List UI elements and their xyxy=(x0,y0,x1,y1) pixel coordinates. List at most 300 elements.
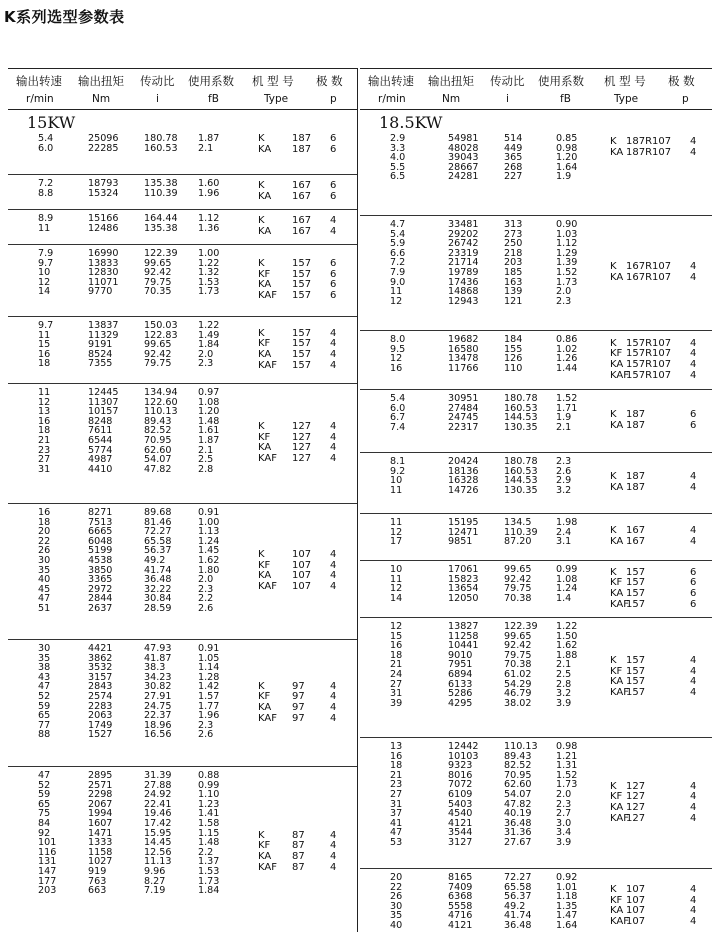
torque-cell: 8248 xyxy=(88,415,113,427)
torque-cell: 11766 xyxy=(448,362,479,374)
table-row xyxy=(8,877,358,887)
ratio-cell: 9.96 xyxy=(144,865,166,877)
column-divider xyxy=(357,68,358,932)
unit-torque: Nm xyxy=(92,93,111,105)
speed-cell: 39 xyxy=(390,697,403,709)
ratio-cell: 18.96 xyxy=(144,719,172,731)
ratio-cell: 81.46 xyxy=(144,516,172,528)
speed-cell: 40 xyxy=(38,574,51,586)
model-size: 127 xyxy=(626,780,646,792)
speed-cell: 11 xyxy=(390,517,403,528)
ratio-cell: 34.23 xyxy=(144,671,172,683)
model-list xyxy=(8,259,358,301)
pole-count: 4 xyxy=(690,655,697,667)
ratio-cell: 160.53 xyxy=(504,402,538,414)
unit-torque: Nm xyxy=(442,93,461,105)
torque-cell: 13478 xyxy=(448,353,479,365)
model-prefix: K xyxy=(610,655,617,667)
pole-count: 4 xyxy=(690,358,697,370)
torque-cell: 15324 xyxy=(88,187,119,199)
torque-cell: 21714 xyxy=(448,257,479,269)
model-prefix: KA xyxy=(610,271,624,283)
ratio-cell: 134.5 xyxy=(504,517,532,528)
ratio-cell: 313 xyxy=(504,219,523,230)
speed-cell: 16 xyxy=(38,507,51,518)
torque-cell: 4716 xyxy=(448,910,473,922)
model-entry xyxy=(8,142,358,156)
model-prefix: K xyxy=(610,566,617,578)
factor-cell: 0.99 xyxy=(198,779,220,791)
unit-type: Type xyxy=(264,93,289,105)
header-ratio: 传动比 xyxy=(490,74,525,88)
model-entry xyxy=(360,788,712,803)
ratio-cell: 15.95 xyxy=(144,827,172,839)
torque-cell: 4410 xyxy=(88,463,113,475)
model-entry xyxy=(8,827,358,842)
model-size: 107 xyxy=(626,905,646,917)
model-list xyxy=(8,550,358,592)
model-size: 107 xyxy=(626,894,646,906)
factor-cell: 2.2 xyxy=(198,846,214,858)
torque-cell: 15195 xyxy=(448,517,479,528)
ratio-cell: 38.3 xyxy=(144,662,166,674)
speed-cell: 6.7 xyxy=(390,412,406,424)
factor-cell: 1.47 xyxy=(556,910,578,922)
factor-cell: 1.37 xyxy=(198,856,220,868)
ratio-cell: 31.39 xyxy=(144,770,172,781)
factor-cell: 2.3 xyxy=(556,456,572,467)
model-entry xyxy=(360,148,712,159)
model-size: 167 xyxy=(626,535,646,547)
model-entry xyxy=(360,917,712,928)
torque-cell: 12486 xyxy=(88,222,119,234)
speed-cell: 43 xyxy=(38,671,51,683)
factor-cell: 0.98 xyxy=(556,142,578,154)
factor-cell: 1.36 xyxy=(198,222,220,234)
ratio-cell: 79.75 xyxy=(504,649,532,661)
torque-cell: 8524 xyxy=(88,348,113,360)
table-row xyxy=(360,622,712,632)
header-ratio: 传动比 xyxy=(140,74,175,88)
ratio-cell: 17.42 xyxy=(144,817,172,829)
speed-cell: 47 xyxy=(38,593,51,605)
model-size: 97 xyxy=(292,691,305,703)
speed-cell: 30 xyxy=(390,900,403,912)
model-entry xyxy=(8,291,358,302)
factor-cell: 1.98 xyxy=(556,517,578,528)
factor-cell: 1.96 xyxy=(198,187,220,199)
torque-cell: 17061 xyxy=(448,564,479,575)
model-size: 167R107 xyxy=(626,271,672,283)
factor-cell: 1.4 xyxy=(556,592,572,604)
pole-count: 4 xyxy=(330,453,337,465)
model-entry xyxy=(360,409,712,424)
table-group xyxy=(360,110,712,216)
ratio-cell: 27.67 xyxy=(504,836,532,848)
ratio-cell: 27.88 xyxy=(144,779,172,791)
table-group xyxy=(360,561,712,618)
model-prefix: KAF xyxy=(258,290,277,302)
ratio-cell: 16.56 xyxy=(144,729,172,741)
pole-count: 4 xyxy=(330,712,337,724)
factor-cell: 1.62 xyxy=(198,554,220,566)
ratio-cell: 28.59 xyxy=(144,602,172,614)
torque-cell: 7409 xyxy=(448,881,473,893)
speed-cell: 47 xyxy=(390,827,403,839)
model-size: 157 xyxy=(292,338,312,350)
model-list xyxy=(360,410,712,431)
factor-cell: 2.9 xyxy=(556,475,572,487)
model-size: 97 xyxy=(292,712,305,724)
speed-cell: 116 xyxy=(38,846,57,858)
model-entry xyxy=(360,803,712,814)
factor-cell: 0.86 xyxy=(556,334,578,345)
ratio-cell: 47.93 xyxy=(144,643,172,654)
torque-cell: 2574 xyxy=(88,690,113,702)
speed-cell: 15 xyxy=(390,630,403,642)
torque-cell: 763 xyxy=(88,875,107,887)
model-list xyxy=(360,472,712,493)
ratio-cell: 92.42 xyxy=(144,348,172,360)
factor-cell: 2.5 xyxy=(556,668,572,680)
ratio-cell: 11.13 xyxy=(144,856,172,868)
torque-cell: 15823 xyxy=(448,573,479,585)
table-group xyxy=(360,216,712,331)
speed-cell: 22 xyxy=(38,535,51,547)
model-list xyxy=(360,568,712,610)
model-size: 157 xyxy=(292,268,312,280)
factor-cell: 1.45 xyxy=(198,545,220,557)
factor-cell: 2.1 xyxy=(556,659,572,671)
torque-cell: 33481 xyxy=(448,219,479,230)
speed-cell: 18 xyxy=(38,516,51,528)
torque-cell: 1527 xyxy=(88,729,113,741)
ratio-cell: 121 xyxy=(504,295,523,307)
torque-cell: 5286 xyxy=(448,688,473,700)
speed-cell: 6.6 xyxy=(390,247,406,259)
table-row xyxy=(360,873,712,883)
speed-cell: 6.5 xyxy=(390,171,406,183)
speed-cell: 27 xyxy=(38,454,51,466)
table-row xyxy=(8,518,358,528)
speed-cell: 7.2 xyxy=(390,257,406,269)
model-size: 107 xyxy=(626,884,646,896)
pole-count: 4 xyxy=(330,421,337,433)
model-prefix: KA xyxy=(610,676,624,688)
ratio-cell: 70.38 xyxy=(504,592,532,604)
ratio-cell: 62.60 xyxy=(504,779,532,791)
factor-cell: 2.8 xyxy=(198,463,214,475)
speed-cell: 59 xyxy=(38,789,51,801)
factor-cell: 3.4 xyxy=(556,827,572,839)
torque-cell: 18136 xyxy=(448,465,479,477)
model-prefix: KA xyxy=(258,143,272,155)
torque-cell: 13654 xyxy=(448,583,479,595)
model-prefix: KF xyxy=(258,338,271,350)
model-entry xyxy=(360,688,712,699)
factor-cell: 1.13 xyxy=(198,526,220,538)
factor-cell: 1.32 xyxy=(198,267,220,279)
speed-cell: 21 xyxy=(390,659,403,671)
factor-cell: 1.20 xyxy=(198,406,220,418)
torque-cell: 12442 xyxy=(448,741,479,752)
speed-cell: 5.4 xyxy=(38,133,54,144)
header-output-speed: 输出转速 xyxy=(368,74,414,88)
header-service-factor: 使用系数 xyxy=(538,74,584,88)
factor-cell: 1.96 xyxy=(198,710,220,722)
ratio-cell: 65.58 xyxy=(504,881,532,893)
table-row xyxy=(360,761,712,771)
pole-count: 6 xyxy=(330,190,337,202)
torque-cell: 12943 xyxy=(448,295,479,307)
torque-cell: 22317 xyxy=(448,421,479,433)
model-prefix: KF xyxy=(610,348,623,360)
ratio-cell: 110.13 xyxy=(504,741,538,752)
torque-cell: 24745 xyxy=(448,412,479,424)
model-size: 157 xyxy=(626,676,646,688)
ratio-cell: 155 xyxy=(504,343,523,355)
factor-cell: 1.05 xyxy=(198,652,220,664)
model-entry xyxy=(360,656,712,667)
speed-cell: 147 xyxy=(38,865,57,877)
factor-cell: 1.12 xyxy=(198,213,220,224)
model-entry xyxy=(8,350,358,361)
factor-cell: 1.62 xyxy=(556,640,578,652)
torque-cell: 8165 xyxy=(448,872,473,883)
model-prefix: KA xyxy=(610,905,624,917)
torque-cell: 7355 xyxy=(88,358,113,370)
torque-cell: 1994 xyxy=(88,808,113,820)
factor-cell: 1.26 xyxy=(556,353,578,365)
model-size: 127 xyxy=(626,791,646,803)
factor-cell: 1.39 xyxy=(556,257,578,269)
ratio-cell: 122.60 xyxy=(144,396,178,408)
model-prefix: KA xyxy=(610,146,624,158)
torque-cell: 30951 xyxy=(448,393,479,404)
torque-cell: 2895 xyxy=(88,770,113,781)
model-prefix: K xyxy=(610,136,617,148)
ratio-cell: 19.46 xyxy=(144,808,172,820)
pole-count: 6 xyxy=(330,180,337,192)
factor-cell: 1.9 xyxy=(556,171,572,183)
torque-cell: 7611 xyxy=(88,425,113,437)
ratio-cell: 56.37 xyxy=(504,891,532,903)
model-entry xyxy=(360,677,712,688)
factor-cell: 1.52 xyxy=(556,266,578,278)
torque-cell: 3532 xyxy=(88,662,113,674)
ratio-cell: 22.41 xyxy=(144,798,172,810)
model-prefix: K xyxy=(258,327,265,339)
speed-cell: 9.0 xyxy=(390,276,406,288)
table-group xyxy=(8,210,358,245)
speed-cell: 23 xyxy=(390,779,403,791)
model-entry xyxy=(360,906,712,917)
torque-cell: 6048 xyxy=(88,535,113,547)
torque-cell: 2067 xyxy=(88,798,113,810)
model-size: 127 xyxy=(292,421,312,433)
torque-cell: 1607 xyxy=(88,817,113,829)
ratio-cell: 30.82 xyxy=(144,681,172,693)
ratio-cell: 47.82 xyxy=(144,463,172,475)
model-prefix: K xyxy=(258,215,265,227)
torque-cell: 4295 xyxy=(448,697,473,709)
speed-cell: 65 xyxy=(38,710,51,722)
pole-count: 4 xyxy=(330,701,337,713)
pole-count: 4 xyxy=(690,348,697,360)
model-prefix: KF xyxy=(610,665,623,677)
table-row xyxy=(8,790,358,800)
factor-cell: 1.22 xyxy=(198,320,220,331)
torque-cell: 8271 xyxy=(88,507,113,518)
factor-cell: 2.6 xyxy=(198,602,214,614)
model-list xyxy=(8,178,358,202)
table-row xyxy=(360,249,712,259)
ratio-cell: 32.22 xyxy=(144,583,172,595)
speed-cell: 18 xyxy=(38,425,51,437)
torque-cell: 19682 xyxy=(448,334,479,345)
factor-cell: 1.02 xyxy=(556,343,578,355)
model-list xyxy=(360,137,712,158)
factor-cell: 2.2 xyxy=(198,593,214,605)
model-size: 87 xyxy=(292,840,305,852)
torque-cell: 19789 xyxy=(448,266,479,278)
model-size: 107 xyxy=(292,570,312,582)
model-entry xyxy=(360,578,712,589)
factor-cell: 1.01 xyxy=(556,881,578,893)
pole-count: 4 xyxy=(690,812,697,824)
speed-cell: 10 xyxy=(390,475,403,487)
factor-cell: 1.9 xyxy=(556,412,572,424)
ratio-cell: 122.39 xyxy=(504,621,538,632)
ratio-cell: 70.38 xyxy=(504,659,532,671)
model-prefix: KA xyxy=(610,801,624,813)
torque-cell: 10441 xyxy=(448,640,479,652)
speed-cell: 203 xyxy=(38,885,57,897)
factor-cell: 2.6 xyxy=(556,465,572,477)
pole-count: 4 xyxy=(690,687,697,699)
torque-cell: 9770 xyxy=(88,286,113,298)
unit-factor: fB xyxy=(560,93,571,105)
ratio-cell: 99.65 xyxy=(144,257,172,269)
model-entry xyxy=(8,454,358,465)
model-size: 107 xyxy=(292,559,312,571)
model-size: 167R107 xyxy=(626,261,672,273)
speed-cell: 17 xyxy=(390,536,403,548)
table-group xyxy=(8,110,358,175)
pole-count: 4 xyxy=(330,225,337,237)
pole-count: 4 xyxy=(330,215,337,227)
table-row xyxy=(360,220,712,230)
factor-cell: 2.1 xyxy=(198,444,214,456)
model-entry xyxy=(360,360,712,371)
ratio-cell: 72.27 xyxy=(504,872,532,883)
torque-cell: 5774 xyxy=(88,444,113,456)
pole-count: 4 xyxy=(330,348,337,360)
model-size: 157R107 xyxy=(626,337,672,349)
ratio-cell: 110 xyxy=(504,362,523,374)
ratio-cell: 514 xyxy=(504,133,523,144)
ratio-cell: 89.43 xyxy=(144,415,172,427)
factor-cell: 1.73 xyxy=(198,875,220,887)
factor-cell: 2.0 xyxy=(198,574,214,586)
ratio-cell: 92.42 xyxy=(504,573,532,585)
ratio-cell: 110.39 xyxy=(144,187,178,199)
factor-cell: 1.57 xyxy=(198,690,220,702)
torque-cell: 2298 xyxy=(88,789,113,801)
ratio-cell: 70.95 xyxy=(144,434,172,446)
ratio-cell: 99.65 xyxy=(504,564,532,575)
model-list xyxy=(360,262,712,283)
torque-cell: 11258 xyxy=(448,630,479,642)
torque-cell: 3850 xyxy=(88,564,113,576)
torque-cell: 2843 xyxy=(88,681,113,693)
model-prefix: KA xyxy=(258,279,272,291)
ratio-cell: 49.2 xyxy=(504,900,526,912)
speed-cell: 52 xyxy=(38,690,51,702)
ratio-cell: 99.65 xyxy=(144,339,172,351)
factor-cell: 1.22 xyxy=(556,621,578,632)
pole-count: 4 xyxy=(330,861,337,873)
speed-cell: 53 xyxy=(390,836,403,848)
ratio-cell: 268 xyxy=(504,161,523,173)
torque-cell: 16580 xyxy=(448,343,479,355)
speed-cell: 7.9 xyxy=(38,248,54,259)
table-row xyxy=(8,819,358,829)
model-entry xyxy=(360,667,712,678)
table-row xyxy=(8,644,358,654)
pole-count: 4 xyxy=(690,471,697,483)
pole-count: 4 xyxy=(330,327,337,339)
model-prefix: KA xyxy=(610,587,624,599)
torque-cell: 3544 xyxy=(448,827,473,839)
model-list xyxy=(8,422,358,464)
table-group xyxy=(360,514,712,561)
pole-count: 6 xyxy=(330,290,337,302)
factor-cell: 2.3 xyxy=(198,583,214,595)
factor-cell: 1.84 xyxy=(198,339,220,351)
torque-cell: 3365 xyxy=(88,574,113,586)
factor-cell: 1.15 xyxy=(198,827,220,839)
table-group xyxy=(8,504,358,640)
speed-cell: 16 xyxy=(390,362,403,374)
speed-cell: 41 xyxy=(390,817,403,829)
model-entry xyxy=(8,714,358,725)
model-prefix: KA xyxy=(258,570,272,582)
torque-cell: 13827 xyxy=(448,621,479,632)
torque-cell: 2283 xyxy=(88,700,113,712)
table-row xyxy=(8,771,358,781)
factor-cell: 1.73 xyxy=(198,286,220,298)
table-row xyxy=(8,527,358,537)
model-prefix: K xyxy=(258,680,265,692)
torque-cell: 4540 xyxy=(448,808,473,820)
speed-cell: 3.3 xyxy=(390,142,406,154)
speed-cell: 20 xyxy=(390,872,403,883)
speed-cell: 30 xyxy=(38,643,51,654)
factor-cell: 3.9 xyxy=(556,697,572,709)
torque-cell: 27484 xyxy=(448,402,479,414)
unit-poles: p xyxy=(330,93,337,105)
speed-cell: 65 xyxy=(38,798,51,810)
factor-cell: 0.97 xyxy=(198,387,220,398)
speed-cell: 11 xyxy=(38,222,51,234)
speed-cell: 35 xyxy=(38,564,51,576)
model-entry xyxy=(8,134,358,145)
ratio-cell: 40.19 xyxy=(504,808,532,820)
model-entry xyxy=(360,881,712,896)
factor-cell: 1.50 xyxy=(556,630,578,642)
model-entry xyxy=(360,568,712,579)
